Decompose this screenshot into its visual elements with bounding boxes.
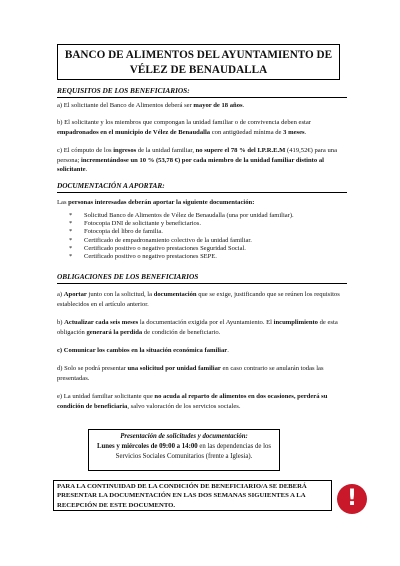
text: b) <box>57 319 65 326</box>
requisito-b <box>57 118 347 137</box>
list-item <box>69 212 349 220</box>
presentacion-box <box>88 429 280 471</box>
list-item-text: Fotocopia DNI de solicitante y beneficiarios. <box>84 220 201 228</box>
text: b) El solicitante y los miembros que compongan la unidad familiar o de convivencia deben estar <box>57 119 311 126</box>
title-line-1: BANCO DE ALIMENTOS DEL AYUNTAMIENTO DE <box>64 49 333 61</box>
text: de la unidad familiar, <box>136 147 196 154</box>
documentacion-heading: DOCUMENTACIÓN A APORTAR: <box>57 181 347 193</box>
text: . <box>227 347 229 354</box>
list-item-text: Certificado positivo o negativo prestaciones Seguridad Social. <box>84 244 246 252</box>
text: d) Solo se podrá presentar <box>57 365 128 372</box>
documentacion-intro <box>57 198 347 208</box>
text-bold: generará la perdida <box>86 328 143 336</box>
list-item-text: Fotocopia del libro de familia. <box>84 228 163 236</box>
requisito-c <box>57 146 347 175</box>
text-bold: no acuda al reparto de alimentos en dos ocasiones, perderá su condición de beneficiaria <box>57 393 328 410</box>
obligacion-c <box>57 346 347 356</box>
asterisk-bullet: * <box>69 244 73 252</box>
text-bold: personas interesadas deberán aportar la siguiente documentación: <box>68 199 255 206</box>
text: . <box>242 102 245 109</box>
list-item-text: Certificado de empadronamiento colectivo de la unidad familiar. <box>84 236 252 244</box>
text: junto con la solicitud, la <box>86 291 154 298</box>
text: de esta obligación <box>57 319 338 336</box>
text-bold: incumplimiento <box>273 319 318 326</box>
requisito-a <box>57 101 347 111</box>
asterisk-bullet: * <box>69 253 73 261</box>
obligacion-a <box>57 290 347 309</box>
list-item <box>69 237 349 245</box>
text-bold: documentación <box>153 291 197 298</box>
text-bold: no supere el 78 % del I.P.R.E.M <box>195 147 286 154</box>
continuity-notice: PARA LA CONTINUIDAD DE LA CONDICIÓN DE BENEFICIARIO/A SE DEBERÁ PRESENTAR LA DOCUMENTACIÓN EN LAS DOS SEMANAS SIGUIENTES A LA RECEPCIÓN DE ESTE DOCUMENTO. <box>53 480 332 511</box>
asterisk-bullet: * <box>69 228 73 236</box>
presentacion-title: Presentación de solicitudes y documentación: <box>120 433 248 440</box>
obligaciones-heading: OBLIGACIONES DE LOS BENEFICIARIOS <box>57 272 347 284</box>
text-bold: empadronados en el municipio de Vélez de Benaudalla <box>57 128 211 136</box>
requisitos-heading: REQUISITOS DE LOS BENEFICIARIOS: <box>57 86 347 98</box>
document-title <box>57 44 340 80</box>
exclamation-circle-icon: ! <box>337 484 367 514</box>
list-item <box>69 220 349 228</box>
list-item-text: Solicitud Banco de Alimentos de Vélez de Benaudalla (una por unidad familiar). <box>84 212 294 219</box>
text: . <box>304 128 307 136</box>
obligacion-b <box>57 318 347 337</box>
text-bold: Lunes y miércoles de 09:00 a 14:00 <box>96 443 198 450</box>
title-line-2: VÉLEZ DE BENAUDALLA <box>129 64 268 76</box>
asterisk-bullet: * <box>69 236 73 244</box>
text: e) La unidad familiar solicitante que <box>57 393 155 400</box>
text: . <box>85 166 88 174</box>
text-bold: c) Comunicar los cambios en la situación económica familiar <box>57 347 228 354</box>
list-item-text: Certificado positivo o negativo prestaciones SEPE. <box>84 253 217 261</box>
text: , salvo valoración de los servicios sociales. <box>127 402 241 410</box>
list-item <box>69 253 349 261</box>
text: con antigüedad mínima de <box>210 128 284 136</box>
document-list <box>69 212 349 261</box>
text-bold: ingresos <box>113 147 137 154</box>
text: a) El solicitante del Banco de Alimentos deberá ser <box>57 102 194 109</box>
text: que se exige, justificando que se reúnen los requisitos establecidos en el artículo anterior. <box>57 291 340 308</box>
text-bold: mayor de 18 años <box>193 102 243 109</box>
text-bold: 3 meses <box>283 128 305 136</box>
text: Las <box>57 199 69 206</box>
text: (419,52€) para una persona; <box>57 147 338 164</box>
asterisk-bullet: * <box>69 220 73 228</box>
text-bold: Aportar <box>63 291 87 298</box>
list-item <box>69 245 349 253</box>
obligacion-d <box>57 364 347 383</box>
text-bold: incrementándose un 10 % (53,78 €) por cada miembro de la unidad familiar distinto al solicitante <box>57 156 324 174</box>
asterisk-bullet: * <box>69 212 73 219</box>
text-bold: Actualizar cada seis meses <box>64 319 139 326</box>
text: en las dependencias de los Servicios Sociales Comunitarios (frente a Iglesia). <box>115 443 272 460</box>
text: la documentación exigida por el Ayuntamiento. El <box>138 319 274 326</box>
obligacion-e <box>57 392 347 411</box>
list-item <box>69 228 349 236</box>
text: de condición de beneficiario. <box>142 328 221 336</box>
text-bold: una solicitud por unidad familiar <box>127 365 221 372</box>
text: c) El cómputo de los <box>57 147 114 154</box>
text: en caso contrario se anularán todas las presentadas. <box>57 365 324 382</box>
text: a) <box>57 291 64 298</box>
presentacion-text <box>89 442 279 462</box>
